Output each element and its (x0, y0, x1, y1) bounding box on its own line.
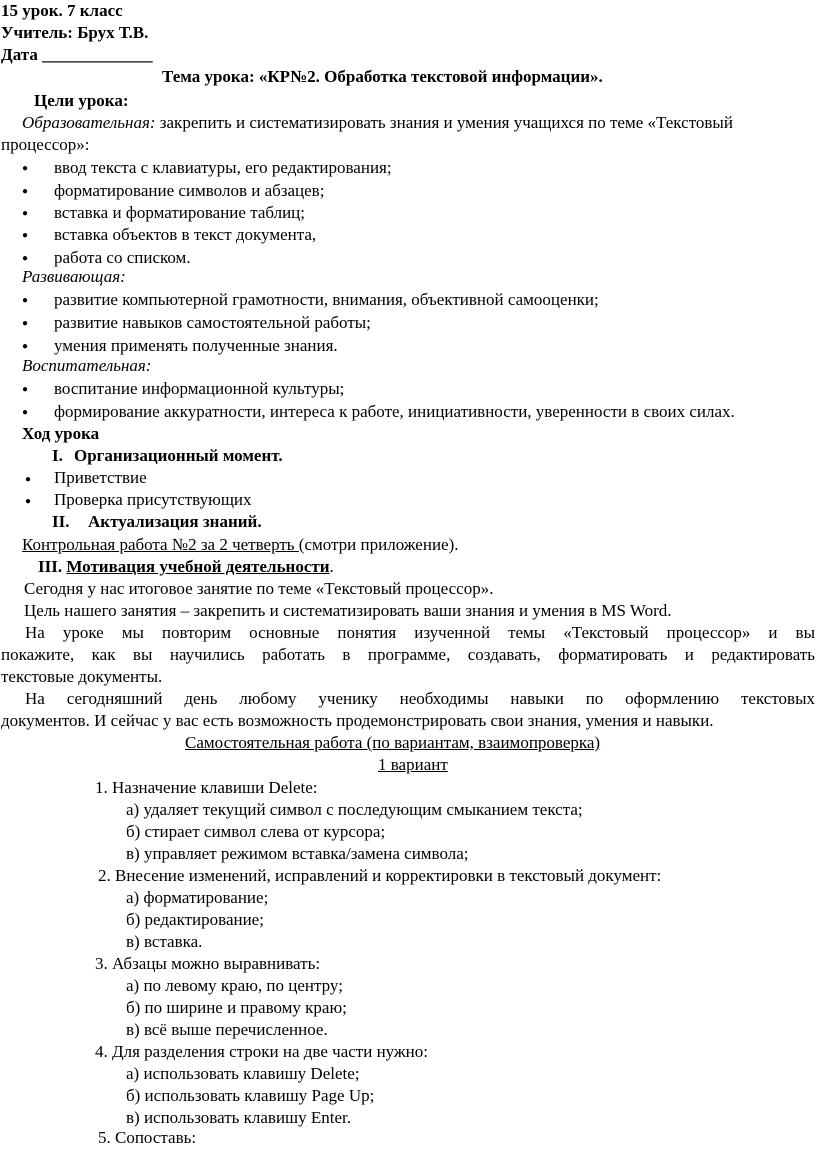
educational-goal (22, 112, 733, 134)
stage2-number: II. (52, 512, 70, 531)
stage2-line (22, 534, 459, 556)
stage1-number: I. (52, 446, 63, 465)
answer-option: б) по ширине и правому краю; (126, 998, 347, 1017)
stage3-p4-line1: На сегодняшний день любому ученику необходимы навыки по оформлению текстовых (25, 689, 815, 708)
goals-title: Цели урока: (34, 91, 129, 110)
independent-work-title: Самостоятельная работа (по вариантам, взаимопроверка) (185, 733, 601, 752)
list-item: вставка объектов в текст документа, (54, 225, 317, 244)
list-item: умения применять полученные знания. (54, 336, 338, 355)
list-item: работа со списком. (54, 248, 191, 267)
answer-option: б) использовать клавишу Page Up; (126, 1086, 375, 1105)
stage2-after: (смотри приложение). (298, 535, 459, 554)
list-item: развитие компьютерной грамотности, внимания, объективной самооценки; (54, 290, 599, 309)
list-item: Проверка присутствующих (54, 490, 252, 509)
stage3-p2: Цель нашего занятия – закрепить и систематизировать ваши знания и умения в MS Word. (24, 601, 672, 620)
answer-option: а) форматирование; (126, 888, 269, 907)
answer-option: в) использовать клавишу Enter. (126, 1108, 352, 1127)
developing-label: Развивающая: (22, 267, 126, 286)
bullet-icon: ● (25, 496, 32, 507)
bullet-icon: ● (25, 474, 32, 485)
list-item: воспитание информационной культуры; (54, 379, 345, 398)
bullet-icon: ● (22, 384, 29, 395)
teacher-line: Учитель: Брух Т.В. (1, 23, 149, 42)
stage3-number: III. (38, 557, 63, 576)
stage3-p3-line3: текстовые документы. (1, 667, 163, 686)
answer-option: а) удаляет текущий символ с последующим смыканием текста; (126, 800, 583, 819)
answer-option: б) редактирование; (126, 910, 264, 929)
bullet-icon: ● (22, 208, 29, 219)
question: 2. Внесение изменений, исправлений и корректировки в текстовый документ: (98, 866, 662, 885)
answer-option: б) стирает символ слева от курсора; (126, 822, 386, 841)
answer-option: в) всё выше перечисленное. (126, 1020, 328, 1039)
educational-text-cont: процессор»: (1, 135, 90, 154)
list-item: ввод текста с клавиатуры, его редактирования; (54, 158, 392, 177)
bullet-icon: ● (22, 163, 29, 174)
educational-text: закрепить и систематизировать знания и умения учащихся по теме «Текстовый (155, 113, 733, 132)
list-item: форматирование символов и абзацев; (54, 181, 325, 200)
lesson-number: 15 урок. 7 класс (1, 1, 123, 20)
educational-label: Образовательная: (22, 113, 156, 132)
stage1-title: Организационный момент. (74, 446, 283, 465)
question: 4. Для разделения строки на две части нужно: (95, 1042, 429, 1061)
test-link[interactable]: Контрольная работа №2 за 2 четверть (22, 535, 299, 554)
stage3-p1: Сегодня у нас итоговое занятие по теме «Текстовый процессор». (24, 579, 494, 598)
list-item: формирование аккуратности, интереса к работе, инициативности, уверенности в своих силах. (54, 402, 735, 421)
list-item: развитие навыков самостоятельной работы; (54, 313, 371, 332)
answer-option: а) по левому краю, по центру; (126, 976, 343, 995)
list-item: Приветствие (54, 468, 147, 487)
question: 3. Абзацы можно выравнивать: (95, 954, 321, 973)
stage2-title: Актуализация знаний. (88, 512, 262, 531)
stage3-p3-line2: покажите, как вы научились работать в программе, создавать, форматировать и редактировать (1, 645, 815, 664)
stage3-title: Мотивация учебной деятельности (66, 557, 330, 576)
date-line: Дата _____________ (1, 45, 153, 64)
answer-option: а) использовать клавишу Delete; (126, 1064, 360, 1083)
bullet-icon: ● (22, 407, 29, 418)
upbringing-label: Воспитательная: (22, 356, 152, 375)
answer-option: в) управляет режимом вставка/замена символа; (126, 844, 469, 863)
bullet-icon: ● (22, 318, 29, 329)
answer-option: в) вставка. (126, 932, 203, 951)
stage3-p3-line1: На уроке мы повторим основные понятия изученной темы «Текстовый процессор» и вы (25, 623, 815, 642)
stage3-p4-line2: документов. И сейчас у вас есть возможность продемонстрировать свои знания, умения и навыки. (1, 711, 714, 730)
bullet-icon: ● (22, 186, 29, 197)
stage3-heading (38, 556, 334, 578)
question: 1. Назначение клавиши Delete: (95, 778, 318, 797)
course-title: Ход урока (22, 424, 100, 443)
question: 5. Сопоставь: (98, 1128, 197, 1147)
bullet-icon: ● (22, 230, 29, 241)
variant-title: 1 вариант (378, 755, 448, 774)
bullet-icon: ● (22, 341, 29, 352)
lesson-topic: Тема урока: «КР№2. Обработка текстовой информации». (162, 67, 603, 86)
bullet-icon: ● (22, 253, 29, 264)
stage3-dot: . (329, 557, 334, 576)
list-item: вставка и форматирование таблиц; (54, 203, 306, 222)
bullet-icon: ● (22, 295, 29, 306)
